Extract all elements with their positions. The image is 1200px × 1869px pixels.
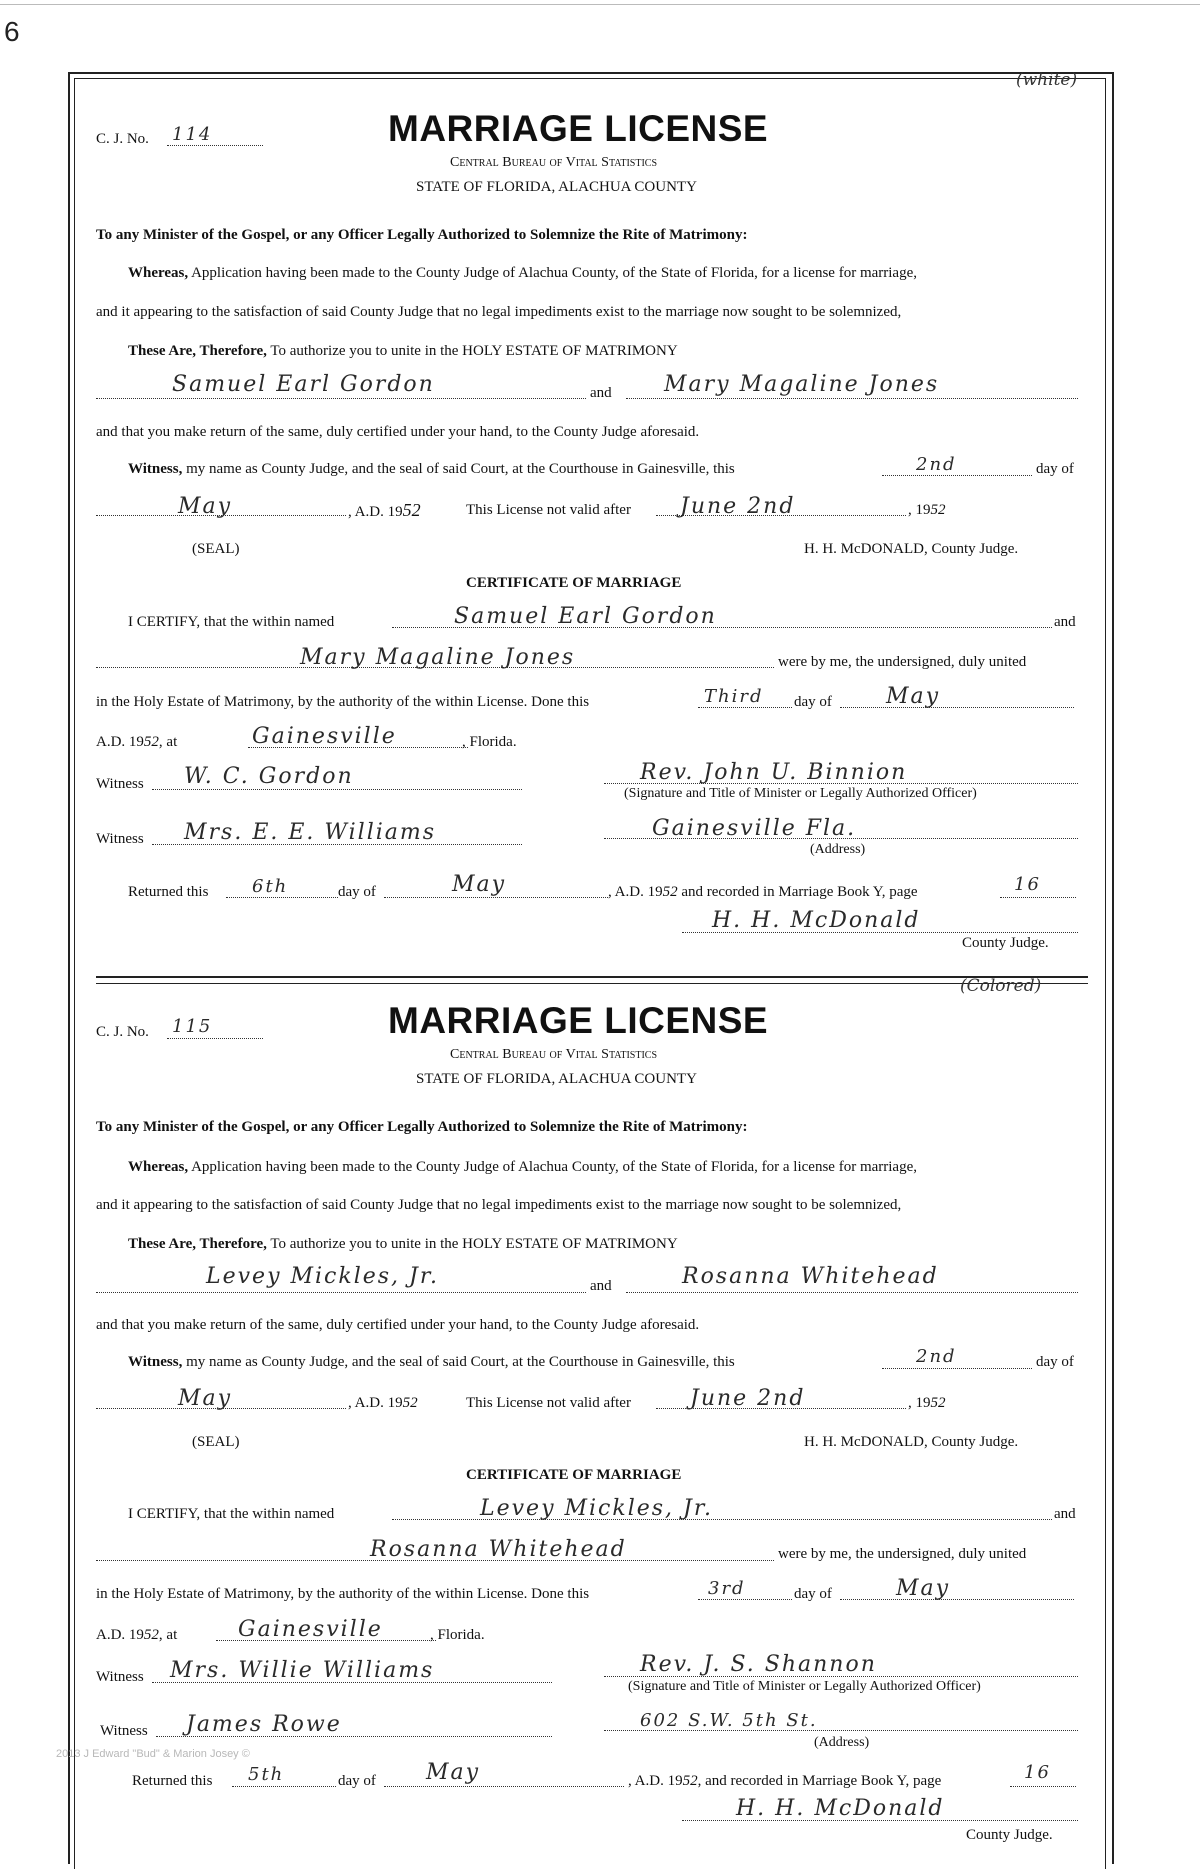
witness-line: Witness, my name as County Judge, and the seal of said Court, at the Courthouse in Gainesville, this [128,1354,735,1370]
witness1-label: Witness [96,1669,144,1685]
officer-signature: Rev. John U. Binnion [640,760,908,785]
officer-caption: (Signature and Title of Minister or Legally Authorized Officer) [624,786,977,801]
witness2-signature: Mrs. E. E. Williams [184,820,437,845]
expiry-year: , 1952 [908,502,946,518]
expiry-date: June 2nd [680,494,796,519]
not-valid-text: This License not valid after [466,502,631,518]
returned-year: 52 [662,884,678,900]
issue-year: 52 [402,500,421,520]
day-of: day of [1036,461,1074,477]
cj-number: 115 [172,1016,213,1037]
address-caption: (Address) [814,1735,870,1750]
certify-text: I CERTIFY, that the within named [128,1506,335,1522]
judge-signature: H. H. McDonald [736,1796,945,1821]
holy-estate-text: in the Holy Estate of Matrimony, by the authority of the within License. Done this [96,694,590,710]
returned-day: 6th [252,876,289,897]
officer-signature: Rev. J. S. Shannon [640,1652,877,1677]
cert-groom: Samuel Earl Gordon [454,604,717,629]
witness2-label: Witness [100,1723,148,1739]
certify-text: I CERTIFY, that the within named [128,614,335,630]
race-note: (white) [1016,70,1078,90]
issue-month: May [178,1386,233,1411]
florida-label: , Florida. [430,1627,485,1643]
groom-name: Samuel Earl Gordon [172,372,435,397]
done-year: 52 [143,1627,159,1643]
officer-caption: (Signature and Title of Minister or Legally Authorized Officer) [628,1679,981,1694]
seal-label: (SEAL) [192,541,240,557]
state-county: STATE OF FLORIDA, ALACHUA COUNTY [416,179,697,195]
returned-ad: , A.D. 1952 and recorded in Marriage Book Y, page [608,884,918,900]
bureau-name: Central Bureau of Vital Statistics [450,1047,658,1062]
license-title: MARRIAGE LICENSE [388,1000,769,1041]
cert-and: and [1054,614,1076,630]
page-reference: 16 [1024,1762,1051,1783]
county-judge-label: County Judge. [962,935,1049,951]
witness2-label: Witness [96,831,144,847]
expiry-year: , 1952 [908,1395,946,1411]
cert-bride: Mary Magaline Jones [300,645,576,670]
whereas-line: Whereas, Application having been made to the County Judge of Alachua County, of the State of Florida, for a license for marriage, [128,1159,917,1175]
united-text: were by me, the undersigned, duly united [778,1546,1027,1562]
groom-name: Levey Mickles, Jr. [206,1264,439,1289]
returned-month: May [426,1760,481,1785]
cert-bride: Rosanna Whitehead [370,1537,627,1562]
done-day-of: day of [794,694,832,710]
witness1-signature: Mrs. Willie Williams [170,1658,435,1683]
section-divider [96,976,1088,984]
witness1-label: Witness [96,776,144,792]
day-of: day of [1036,1354,1074,1370]
cert-and: and [1054,1506,1076,1522]
seal-label: (SEAL) [192,1434,240,1450]
returned-day: 5th [248,1764,285,1785]
witness-line: Witness, my name as County Judge, and the seal of said Court, at the Courthouse in Gainesville, this [128,461,735,477]
officer-address: Gainesville Fla. [652,816,857,841]
returned-day-of: day of [338,884,376,900]
county-judge-label: County Judge. [966,1827,1053,1843]
returned-day-of: day of [338,1773,376,1789]
witness1-signature: W. C. Gordon [184,764,354,789]
issue-day: 2nd [916,1346,957,1367]
scan-top-edge [0,4,1200,5]
issue-year: 52 [402,1395,418,1411]
marriage-place: Gainesville [252,724,397,749]
page-number: 6 [4,16,20,47]
these-are-line: These Are, Therefore, To authorize you to unite in the HOLY ESTATE OF MATRIMONY [128,1236,678,1252]
copyright-watermark: 2013 J Edward "Bud" & Marion Josey © [56,1748,250,1760]
not-valid-text: This License not valid after [466,1395,631,1411]
returned-label: Returned this [128,884,209,900]
done-day: Third [704,686,764,707]
done-ad: A.D. 1952, at [96,734,178,750]
expiry-date: June 2nd [690,1386,806,1411]
united-text: were by me, the undersigned, duly united [778,654,1027,670]
officer-address: 602 S.W. 5th St. [640,1710,818,1731]
bride-name: Rosanna Whitehead [682,1264,939,1289]
witness2-signature: James Rowe [186,1712,342,1737]
returned-label: Returned this [132,1773,213,1789]
cj-label: C. J. No. [96,1024,149,1040]
done-month: May [896,1576,951,1601]
done-day: 3rd [708,1578,746,1599]
returned-ad: , A.D. 1952, and recorded in Marriage Book Y, page [628,1773,942,1789]
return-line: and that you make return of the same, duly certified under your hand, to the County Judge aforesaid. [96,1317,700,1333]
florida-label: , Florida. [462,734,517,750]
license-title: MARRIAGE LICENSE [388,108,769,149]
issue-ad: , A.D. 1952 [348,500,421,520]
holy-estate-text: in the Holy Estate of Matrimony, by the authority of the within License. Done this [96,1586,590,1602]
issue-month: May [178,494,233,519]
return-line: and that you make return of the same, duly certified under your hand, to the County Judge aforesaid. [96,424,700,440]
page-reference: 16 [1014,874,1041,895]
cj-number: 114 [172,124,213,145]
bride-name: Mary Magaline Jones [664,372,940,397]
issue-ad: , A.D. 1952 [348,1395,418,1411]
whereas-line: Whereas, Application having been made to the County Judge of Alachua County, of the State of Florida, for a license for marriage, [128,265,917,281]
marriage-place: Gainesville [238,1617,383,1642]
appearing-line: and it appearing to the satisfaction of said County Judge that no legal impediments exist to the marriage now sought to be solemnized, [96,1197,902,1213]
judge-name: H. H. McDONALD, County Judge. [804,1434,1019,1450]
done-year: 52 [143,734,159,750]
returned-month: May [452,872,507,897]
and-word: and [590,1278,612,1294]
salutation: To any Minister of the Gospel, or any Officer Legally Authorized to Solemnize the Rite of Matrimony: [96,227,748,243]
appearing-line: and it appearing to the satisfaction of said County Judge that no legal impediments exist to the marriage now sought to be solemnized, [96,304,902,320]
done-ad: A.D. 1952, at [96,1627,178,1643]
certificate-title: CERTIFICATE OF MARRIAGE [466,575,682,591]
done-month: May [886,684,941,709]
judge-name: H. H. McDONALD, County Judge. [804,541,1019,557]
issue-day: 2nd [916,454,957,475]
cert-groom: Levey Mickles, Jr. [480,1496,713,1521]
returned-year: 52 [682,1773,698,1789]
race-note: (Colored) [960,976,1042,996]
bureau-name: Central Bureau of Vital Statistics [450,155,658,170]
cj-label: C. J. No. [96,131,149,147]
and-word: and [590,385,612,401]
state-county: STATE OF FLORIDA, ALACHUA COUNTY [416,1071,697,1087]
address-caption: (Address) [810,842,866,857]
certificate-title: CERTIFICATE OF MARRIAGE [466,1467,682,1483]
judge-signature: H. H. McDonald [712,908,921,933]
these-are-line: These Are, Therefore, To authorize you to unite in the HOLY ESTATE OF MATRIMONY [128,343,678,359]
done-day-of: day of [794,1586,832,1602]
salutation: To any Minister of the Gospel, or any Officer Legally Authorized to Solemnize the Rite of Matrimony: [96,1119,748,1135]
